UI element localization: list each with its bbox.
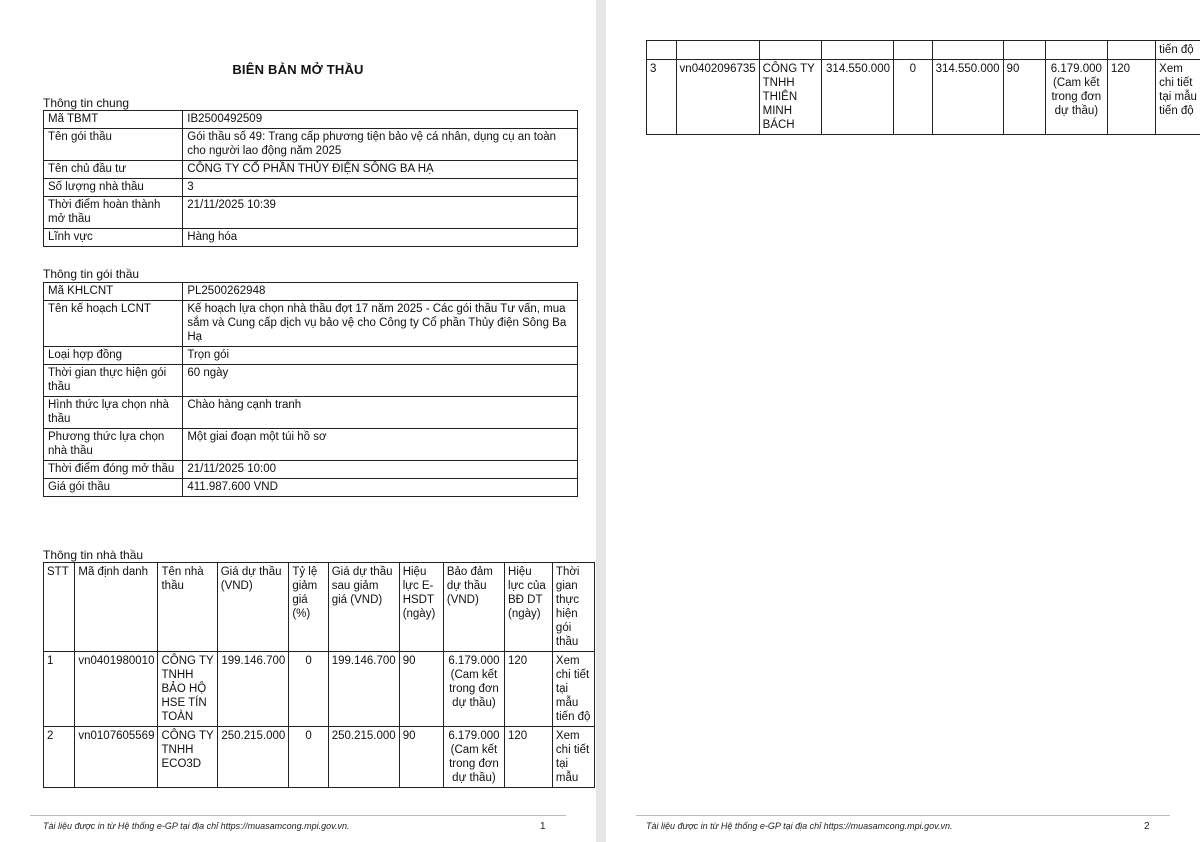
info-row (44, 197, 578, 229)
cell-price-after: 250.215.000 (328, 727, 399, 788)
info-row (44, 347, 578, 365)
info-label: Tên chủ đầu tư (44, 161, 183, 179)
cell-id: vn0107605569 (75, 727, 158, 788)
cell-stt: 1 (44, 652, 75, 727)
cell-discount: 0 (289, 652, 328, 727)
table-row (44, 652, 595, 727)
cell-guarantee: 6.179.000 (Cam kết trong đơn dự thầu) (1045, 60, 1107, 135)
cell-price-after: 199.146.700 (328, 652, 399, 727)
info-value: IB2500492509 (183, 111, 578, 129)
info-label: Số lượng nhà thầu (44, 179, 183, 197)
document-page-1 (0, 0, 596, 842)
cell-stt: 2 (44, 727, 75, 788)
footer-divider (636, 815, 1170, 816)
column-header: Tỷ lệ giảm giá (%) (289, 563, 328, 652)
package-info-table (43, 282, 578, 497)
info-value: 21/11/2025 10:39 (183, 197, 578, 229)
document-title: BIÊN BẢN MỞ THẦU (232, 62, 364, 77)
cell-guarantee-validity: 120 (505, 652, 553, 727)
table-row (647, 60, 1200, 135)
info-value: Chào hàng cạnh tranh (183, 397, 578, 429)
section-title-package: Thông tin gói thầu (43, 267, 140, 281)
cell-validity: 90 (399, 727, 443, 788)
cell-duration: Xem chi tiết tại mẫu (552, 727, 594, 788)
info-row (44, 479, 578, 497)
table-row-carryover (647, 41, 1200, 60)
cell-name: CÔNG TY TNHH THIÊN MINH BÁCH (759, 60, 822, 135)
footer-text: Tài liệu được in từ Hệ thống e-GP tại địa chỉ https://muasamcong.mpi.gov.vn. (646, 821, 953, 831)
cell-price: 250.215.000 (217, 727, 289, 788)
cell-id: vn0401980010 (75, 652, 158, 727)
column-header: STT (44, 563, 75, 652)
cell-price: 314.550.000 (822, 60, 894, 135)
info-value: Trọn gói (183, 347, 578, 365)
document-page-2 (606, 0, 1200, 842)
cell-price-after: 314.550.000 (932, 60, 1003, 135)
info-row (44, 429, 578, 461)
cell-guarantee: 6.179.000 (Cam kết trong đơn dự thầu) (443, 727, 504, 788)
info-label: Hình thức lựa chọn nhà thầu (44, 397, 183, 429)
carryover-cell: tiến độ (1156, 41, 1200, 60)
info-label: Phương thức lựa chọn nhà thầu (44, 429, 183, 461)
cell-id: vn0402096735 (676, 60, 759, 135)
info-value: CÔNG TY CỔ PHẦN THỦY ĐIỆN SÔNG BA HẠ (183, 161, 578, 179)
cell-duration: Xem chi tiết tại mẫu tiến độ (1156, 60, 1200, 135)
footer-text: Tài liệu được in từ Hệ thống e-GP tại địa chỉ https://muasamcong.mpi.gov.vn. (43, 821, 350, 831)
footer-divider (30, 815, 566, 816)
info-row (44, 161, 578, 179)
column-header: Hiệu lực của BĐ DT (ngày) (505, 563, 553, 652)
info-row (44, 301, 578, 347)
column-header: Bảo đảm dự thầu (VND) (443, 563, 504, 652)
info-row (44, 229, 578, 247)
info-value: 60 ngày (183, 365, 578, 397)
info-row (44, 129, 578, 161)
info-value: Hàng hóa (183, 229, 578, 247)
section-title-general: Thông tin chung (43, 96, 130, 110)
column-header: Tên nhà thầu (158, 563, 217, 652)
info-value: PL2500262948 (183, 283, 578, 301)
info-label: Thời điểm đóng mở thầu (44, 461, 183, 479)
column-header: Giá dự thầu sau giảm giá (VND) (328, 563, 399, 652)
column-header: Thời gian thực hiện gói thầu (552, 563, 594, 652)
cell-name: CÔNG TY TNHH ECO3D (158, 727, 217, 788)
info-label: Loại hợp đồng (44, 347, 183, 365)
table-row (44, 727, 595, 788)
cell-stt: 3 (647, 60, 677, 135)
info-value: 3 (183, 179, 578, 197)
column-header: Hiệu lực E-HSDT (ngày) (399, 563, 443, 652)
column-header: Mã định danh (75, 563, 158, 652)
cell-guarantee-validity: 120 (505, 727, 553, 788)
info-value: Kế hoạch lựa chọn nhà thầu đợt 17 năm 2025 - Các gói thầu Tư vấn, mua sắm và Cung cấp dịch vụ bảo vệ cho Công ty Cổ phần Thủy điện Sông Ba Hạ (183, 301, 578, 347)
info-row (44, 179, 578, 197)
cell-guarantee: 6.179.000 (Cam kết trong đơn dự thầu) (443, 652, 504, 727)
bidders-table-continued (646, 40, 1200, 135)
info-row (44, 461, 578, 479)
page-number: 1 (540, 821, 546, 832)
cell-guarantee-validity: 120 (1107, 60, 1155, 135)
cell-name: CÔNG TY TNHH BẢO HỘ HSE TÍN TOÀN (158, 652, 217, 727)
cell-duration: Xem chi tiết tại mẫu tiến độ (552, 652, 594, 727)
section-title-bidders: Thông tin nhà thầu (43, 548, 144, 562)
info-value: 21/11/2025 10:00 (183, 461, 578, 479)
cell-discount: 0 (893, 60, 932, 135)
info-label: Giá gói thầu (44, 479, 183, 497)
info-label: Lĩnh vực (44, 229, 183, 247)
column-header: Giá dự thầu (VND) (217, 563, 289, 652)
page-number: 2 (1144, 821, 1150, 832)
info-label: Mã TBMT (44, 111, 183, 129)
cell-price: 199.146.700 (217, 652, 289, 727)
info-label: Tên kế hoạch LCNT (44, 301, 183, 347)
info-row (44, 365, 578, 397)
info-label: Thời gian thực hiện gói thầu (44, 365, 183, 397)
cell-validity: 90 (399, 652, 443, 727)
info-value: 411.987.600 VND (183, 479, 578, 497)
cell-validity: 90 (1003, 60, 1045, 135)
info-label: Mã KHLCNT (44, 283, 183, 301)
info-label: Tên gói thầu (44, 129, 183, 161)
info-row (44, 111, 578, 129)
cell-discount: 0 (289, 727, 328, 788)
info-value: Gói thầu số 49: Trang cấp phương tiện bảo vệ cá nhân, dụng cụ an toàn cho người lao động năm 2025 (183, 129, 578, 161)
info-label: Thời điểm hoàn thành mở thầu (44, 197, 183, 229)
bidders-table (43, 562, 595, 788)
info-row (44, 283, 578, 301)
info-row (44, 397, 578, 429)
general-info-table (43, 110, 578, 247)
info-value: Một giai đoạn một túi hồ sơ (183, 429, 578, 461)
bidders-header-row (44, 563, 595, 652)
